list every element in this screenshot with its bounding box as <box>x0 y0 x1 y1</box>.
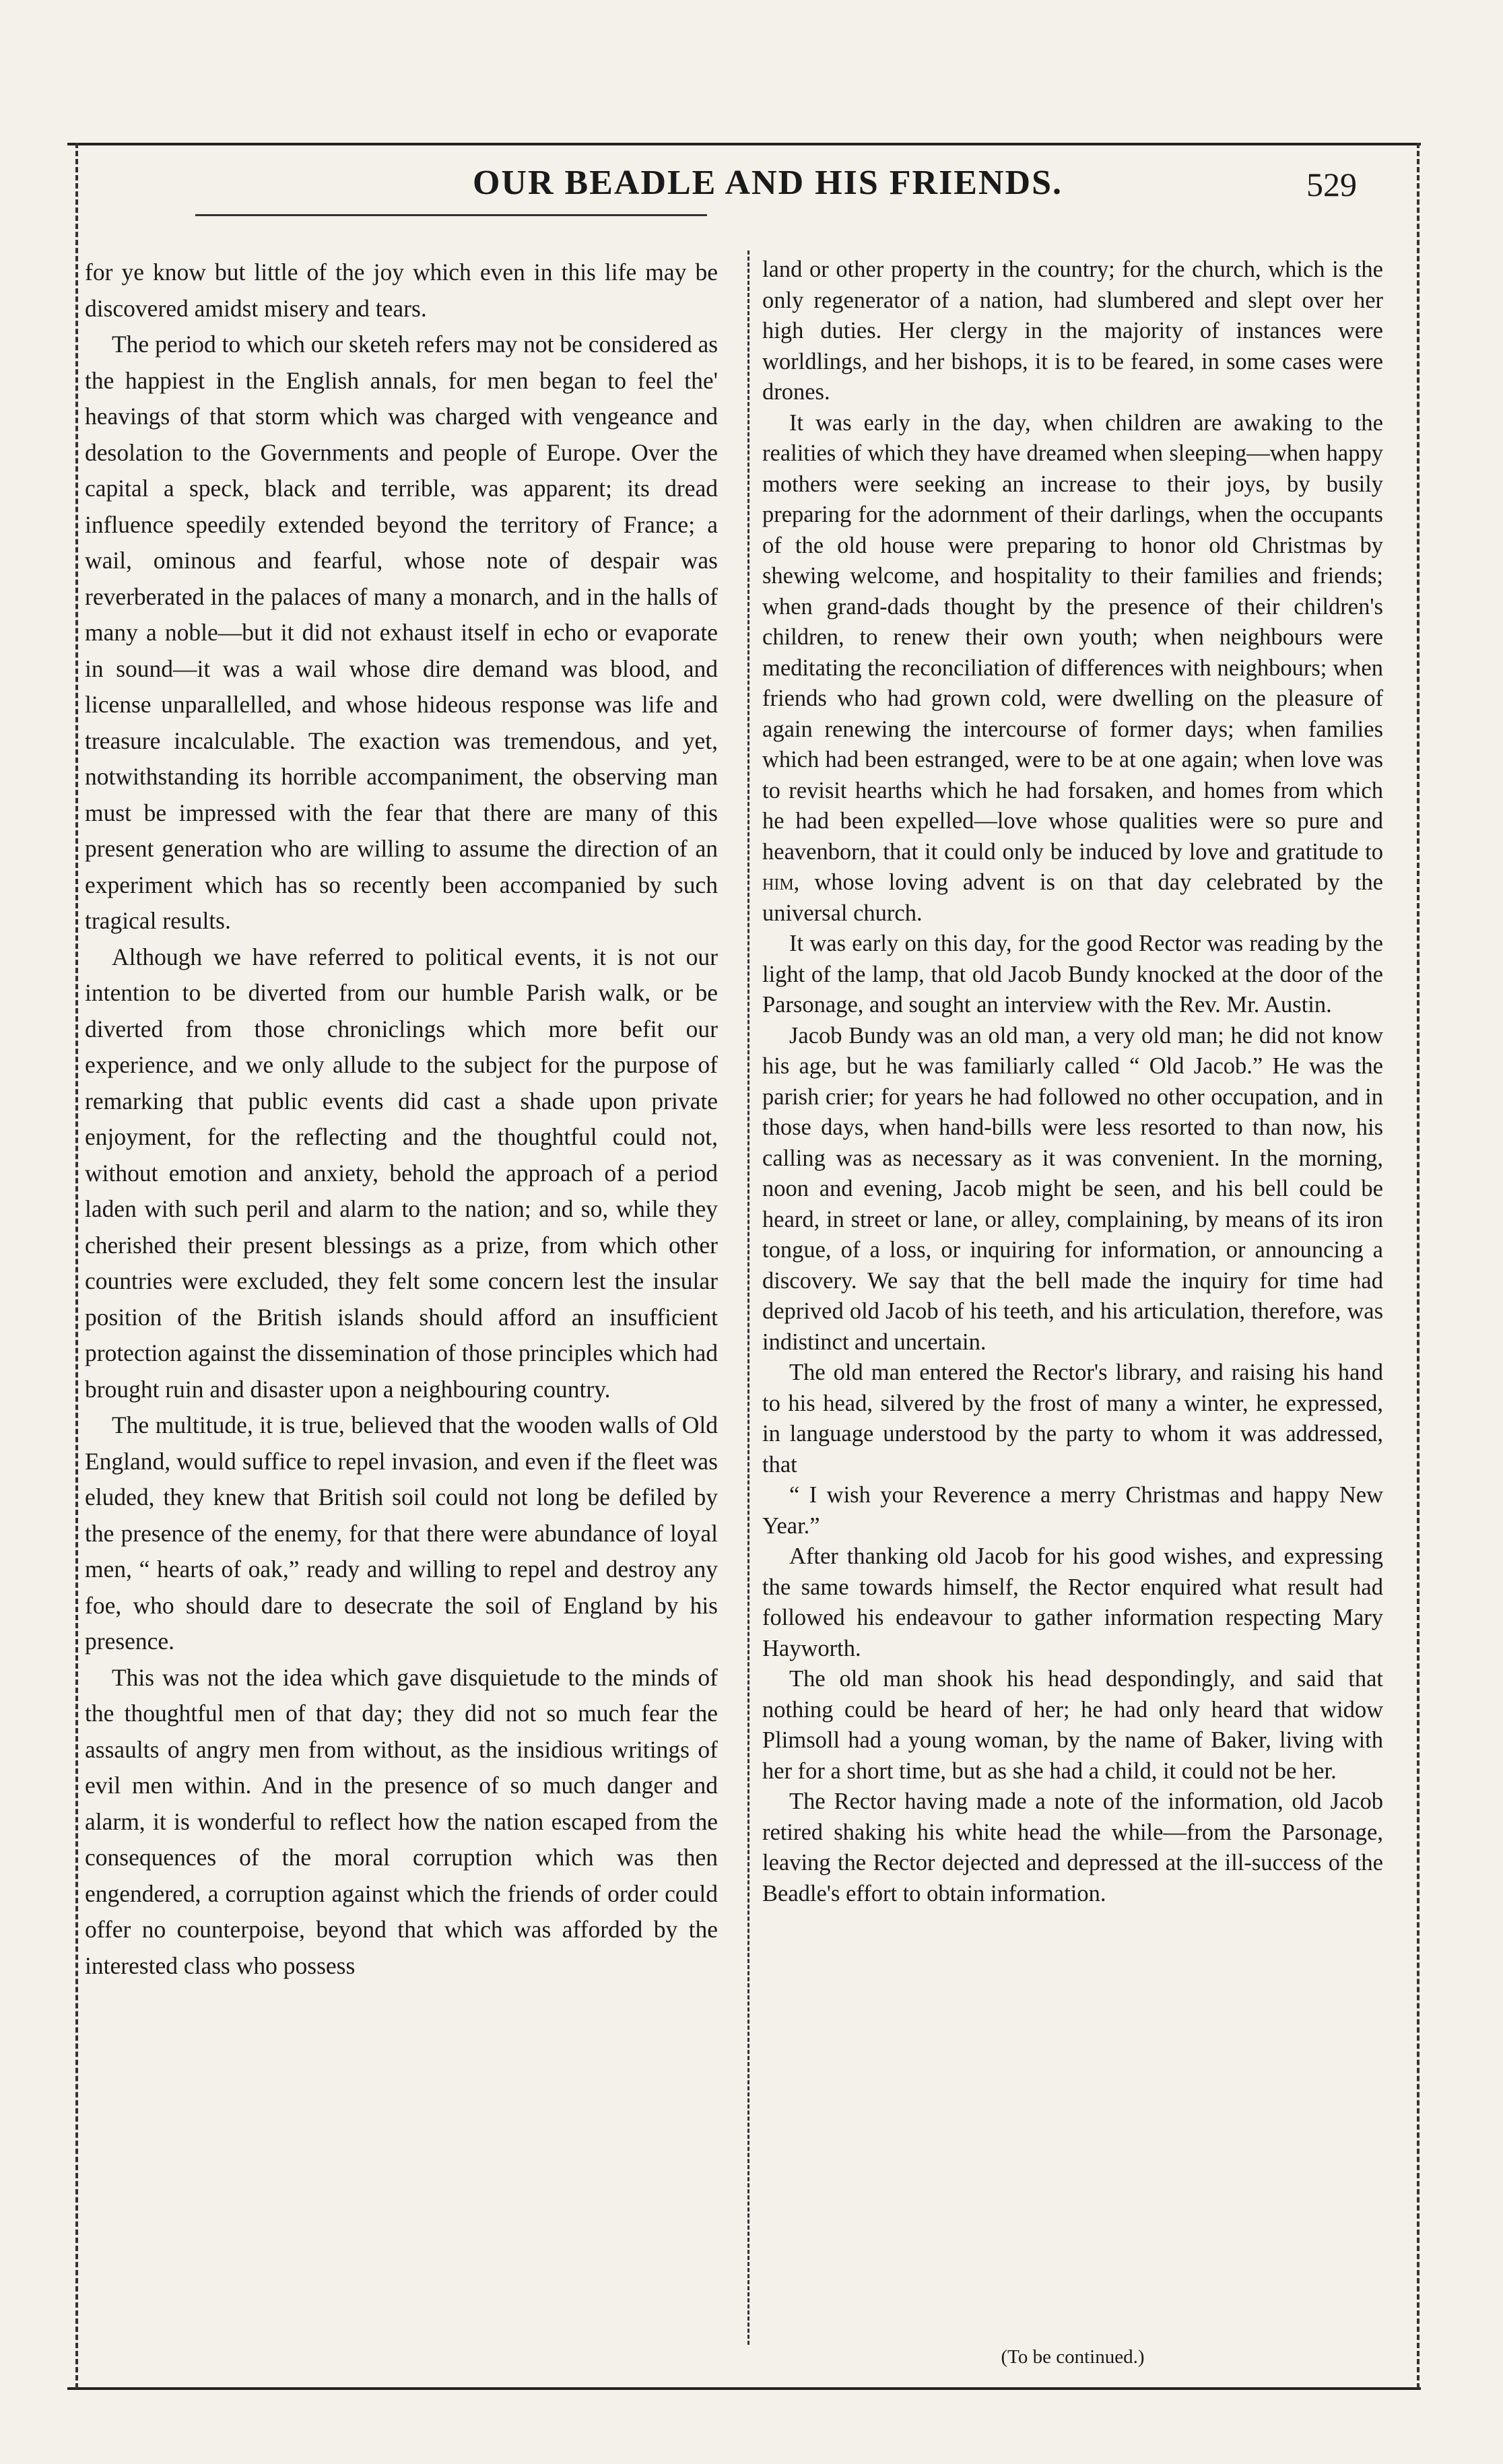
paragraph: The multitude, it is true, believed that the wooden walls of Old England, would suffice to repel invasion, and even if the fleet was eluded, they knew that British soil could not long be defiled by the presence of the enemy, for that there were abundance of loyal men, “ hearts of oak,” ready and willing to repel and destroy any foe, who should dare to desecrate the soil of England by his presence. <box>85 1411 718 1655</box>
paragraph: land or other property in the country; for the church, which is the only regenerator of a nation, had slumbered and slept over her high duties. Her clergy in the majority of instances were worldlings, and her bishops, it is to be feared, in some cases were drones. <box>762 257 1383 405</box>
top-border-rule <box>67 143 1421 145</box>
paragraph: The Rector having made a note of the information, old Jacob retired shaking his white head the while—from the Parsonage, leaving the Rector dejected and depressed at the ill-success of the Beadle's effort to obtain information. <box>762 1789 1383 1906</box>
paragraph-text: It was early in the day, when children are awaking to the realities of which they have dreamed when sleeping—when happy mothers were seeking an increase to their joys, by busily preparing for the adornment of their darlings, when the occupants of the old house were preparing to honor old Christmas by shewing welcome, and hospitality to their families and friends; when grand-dads thought by the presence of their children's children, to renew their own youth; when neighbours were meditating the reconciliation of differences with neighbours; when friends who had grown cold, were dwelling on the pleasure of again renewing the intercourse of former days; when families which had been estranged, were to be at one again; when love was to revisit hearths which he had forsaken, and homes from which he had been expelled—love whose qualities were so pure and heavenborn, that it could only be induced by love and gratitude to <box>762 409 1383 865</box>
to-be-continued-note: (To be continued.) <box>1001 2346 1145 2368</box>
paragraph-text: , whose loving advent is on that day celebrated by the universal church. <box>762 869 1383 926</box>
page-number: 529 <box>1306 166 1357 203</box>
right-column <box>762 255 1383 2349</box>
right-border-rule <box>1417 143 1420 2389</box>
paragraph: “ I wish your Reverence a merry Christmas and happy New Year.” <box>762 1482 1383 1539</box>
left-column <box>85 255 718 2349</box>
running-title: OUR BEADLE AND HIS FRIENDS. <box>472 164 1063 202</box>
header-underline <box>195 214 707 216</box>
paragraph: Jacob Bundy was an old man, a very old man; he did not know his age, but he was familiarly called “ Old Jacob.” He was the parish crier; for years he had followed no other occupation, and in those days, when hand-bills were less resorted to than now, his calling was as necessary as it was convenient. In the morning, noon and evening, Jacob might be seen, and his bell could be heard, in street or lane, or alley, complaining, by means of its iron tongue, of a loss, or inquiring for information, or announcing a discovery. We say that the bell made the inquiry for time had deprived old Jacob of his teeth, and his articulation, therefore, was indistinct and uncertain. <box>762 1022 1383 1355</box>
paragraph: This was not the idea which gave disquietude to the minds of the thoughtful men of that day; they did not so much fear the assaults of angry men from without, as the insidious writings of evil men within. And in the presence of so much danger and alarm, it is wonderful to reflect how the nation escaped from the consequences of the moral corruption which was then engendered, a corruption against which the friends of order could offer no counterpoise, beyond that which was afforded by the interested class who possess <box>85 1663 718 1979</box>
column-divider <box>747 251 749 2345</box>
paragraph: After thanking old Jacob for his good wishes, and expressing the same towards himself, the Rector enquired what result had followed his endeavour to gather information respecting Mary Hayworth. <box>762 1543 1383 1661</box>
paragraph: The old man entered the Rector's library, and raising his hand to his head, silvered by the frost of many a winter, he expressed, in language understood by the party to whom it was addressed, that <box>762 1360 1383 1477</box>
paragraph <box>762 408 1383 929</box>
paragraph: Although we have referred to political events, it is not our intention to be diverted from our humble Parish walk, or be diverted from those chroniclings which more befit our experience, and we only allude to the subject for the purpose of remarking that public events did cast a shade upon private enjoyment, for the reflecting and the thoughtful could not, without emotion and anxiety, behold the approach of a period laden with such peril and alarm to the nation; and so, while they cherished their present blessings as a prize, from which other countries were excluded, they felt some concern lest the insular position of the British islands should afford an insufficient protection against the dissemination of those principles which had brought ruin and disaster upon a neighbouring country. <box>85 943 718 1403</box>
small-caps-word: him <box>762 869 794 895</box>
paragraph: The old man shook his head despondingly, and said that nothing could be heard of her; he had only heard that widow Plimsoll had a young woman, by the name of Baker, living with her for a short time, but as she had a child, it could not be her. <box>762 1666 1383 1784</box>
paragraph: for ye know but little of the joy which even in this life may be discovered amidst misery and tears. <box>85 259 718 322</box>
paragraph: It was early on this day, for the good Rector was reading by the light of the lamp, that old Jacob Bundy knocked at the door of the Parsonage, and sought an interview with the Rev. Mr. Austin. <box>762 931 1383 1018</box>
bottom-border-rule <box>67 2387 1421 2390</box>
paragraph: The period to which our sketeh refers may not be considered as the happiest in the English annals, for men began to feel the' heavings of that storm which was charged with vengeance and desolation to the Governments and people of Europe. Over the capital a speck, black and terrible, was apparent; its dread influence speedily extended beyond the territory of France; a wail, ominous and fearful, whose note of despair was reverberated in the palaces of many a monarch, and in the halls of many a noble—but it did not exhaust itself in echo or evaporate in sound—it was a wail whose dire demand was blood, and license unparallelled, and whose hideous response was life and treasure incalculable. The exaction was tremendous, and yet, notwithstanding its horrible accompaniment, the observing man must be impressed with the fear that there are many of this present generation who are willing to assume the direction of an experiment which has so recently been accompanied by such tragical results. <box>85 331 718 934</box>
left-border-rule <box>75 143 78 2389</box>
